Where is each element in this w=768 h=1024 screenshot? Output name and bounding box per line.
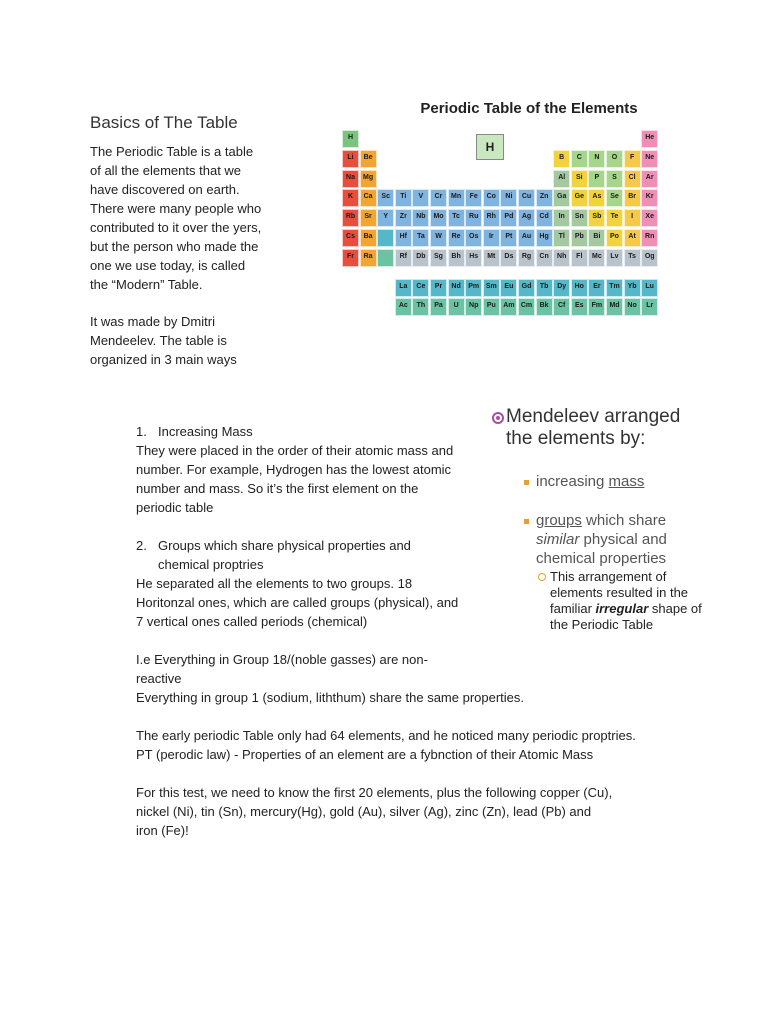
element-cell: C xyxy=(571,150,588,168)
mendeleev-slide-image xyxy=(498,398,748,648)
element-cell: Bk xyxy=(536,298,553,316)
element-cell: Tl xyxy=(553,229,570,247)
element-cell: Th xyxy=(412,298,429,316)
element-cell: Rh xyxy=(483,209,500,227)
element-cell: Rn xyxy=(641,229,658,247)
text-line: reactive xyxy=(136,671,182,686)
element-cell: Se xyxy=(606,189,623,207)
element-cell: Tm xyxy=(606,279,623,297)
element-cell: Dy xyxy=(553,279,570,297)
element-cell: Pd xyxy=(500,209,517,227)
element-cell: Ds xyxy=(500,249,517,267)
text-line: iron (Fe)! xyxy=(136,823,189,838)
element-cell: Sc xyxy=(377,189,394,207)
element-cell: Si xyxy=(571,170,588,188)
element-cell: Cn xyxy=(536,249,553,267)
element-cell: Ce xyxy=(412,279,429,297)
text-line: PT (perodic law) - Properties of an element are a fybnction of their Atomic Mass xyxy=(136,747,594,762)
element-cell: H xyxy=(342,130,359,148)
text-line: one we use today, is called xyxy=(90,258,246,273)
element-cell: W xyxy=(430,229,447,247)
text-line: I.e Everything in Group 18/(noble gasses) are non- xyxy=(136,652,428,667)
element-cell: Ag xyxy=(518,209,535,227)
list-title: Groups which share physical properties and xyxy=(158,538,411,553)
element-cell: Re xyxy=(448,229,465,247)
intro-paragraph-2 xyxy=(90,312,280,369)
element-cell: Au xyxy=(518,229,535,247)
element-cell: Cm xyxy=(518,298,535,316)
text-line: have discovered on earth. xyxy=(90,182,240,197)
intro-paragraph xyxy=(90,142,280,294)
element-cell: Pm xyxy=(465,279,482,297)
element-cell: Be xyxy=(360,150,377,168)
element-cell: Ni xyxy=(500,189,517,207)
element-cell: Mg xyxy=(360,170,377,188)
element-cell: Ga xyxy=(553,189,570,207)
element-cell: At xyxy=(624,229,641,247)
element-cell: Lu xyxy=(641,279,658,297)
element-cell: S xyxy=(606,170,623,188)
slide-bullet-2: groups which share similar physical and chemical properties xyxy=(536,512,667,567)
element-cell: Tb xyxy=(536,279,553,297)
list-number: 2. xyxy=(136,538,147,553)
element-cell: Fr xyxy=(342,249,359,267)
element-cell: B xyxy=(553,150,570,168)
element-cell: Os xyxy=(465,229,482,247)
element-cell: P xyxy=(588,170,605,188)
element-cell: La xyxy=(395,279,412,297)
element-cell: In xyxy=(553,209,570,227)
element-cell: Na xyxy=(342,170,359,188)
element-cell: Hg xyxy=(536,229,553,247)
element-cell: V xyxy=(412,189,429,207)
element-cell: Bh xyxy=(448,249,465,267)
element-cell: Ho xyxy=(571,279,588,297)
text-line: nickel (Ni), tin (Sn), mercury(Hg), gold (Au), silver (Ag), zinc (Zn), lead (Pb) and xyxy=(136,804,592,819)
element-cell: Cd xyxy=(536,209,553,227)
element-cell: Sm xyxy=(483,279,500,297)
element-cell: Cl xyxy=(624,170,641,188)
element-cell: Cu xyxy=(518,189,535,207)
text-line: number. For example, Hydrogen has the lowest atomic xyxy=(136,462,452,477)
element-cell: Rf xyxy=(395,249,412,267)
element-cell xyxy=(377,229,394,247)
element-cell: Np xyxy=(465,298,482,316)
element-cell: Nh xyxy=(553,249,570,267)
text-line: The early periodic Table only had 64 elements, and he noticed many periodic proptries. xyxy=(136,728,636,743)
element-cell: Ta xyxy=(412,229,429,247)
text-line: the “Modern” Table. xyxy=(90,277,203,292)
element-cell: K xyxy=(342,189,359,207)
text-line: of all the elements that we xyxy=(90,163,242,178)
element-cell: Ar xyxy=(641,170,658,188)
text-line: There were many people who xyxy=(90,201,262,216)
text-line: but the person who made the xyxy=(90,239,259,254)
element-cell: O xyxy=(606,150,623,168)
slide-heading: Mendeleev arranged the elements by: xyxy=(506,406,681,449)
element-cell: Hf xyxy=(395,229,412,247)
text-line: contributed to it over the yers, xyxy=(90,220,262,235)
element-cell: Y xyxy=(377,209,394,227)
element-cell: Cr xyxy=(430,189,447,207)
element-cell: Pa xyxy=(430,298,447,316)
text-line: Mendeelev. The table is xyxy=(90,333,227,348)
element-cell: Kr xyxy=(641,189,658,207)
element-cell: Mt xyxy=(483,249,500,267)
text-line: periodic table xyxy=(136,500,214,515)
element-cell: Zn xyxy=(536,189,553,207)
legend-key-cell: H xyxy=(476,134,504,160)
square-bullet-icon xyxy=(524,519,529,524)
text-line: They were placed in the order of their atomic mass and xyxy=(136,443,454,458)
element-cell: Hs xyxy=(465,249,482,267)
element-cell: Sn xyxy=(571,209,588,227)
list-number: 1. xyxy=(136,424,147,439)
element-cell: Fl xyxy=(571,249,588,267)
text-line: He separated all the elements to two groups. 18 xyxy=(136,576,413,591)
element-cell: U xyxy=(448,298,465,316)
element-cell: Am xyxy=(500,298,517,316)
element-cell: Ru xyxy=(465,209,482,227)
element-cell: Co xyxy=(483,189,500,207)
element-cell: Nb xyxy=(412,209,429,227)
element-cell: Sb xyxy=(588,209,605,227)
element-cell: Fe xyxy=(465,189,482,207)
element-cell xyxy=(377,249,394,267)
element-cell: Ba xyxy=(360,229,377,247)
element-cell: Ac xyxy=(395,298,412,316)
element-cell: Er xyxy=(588,279,605,297)
element-cell: Pr xyxy=(430,279,447,297)
text-line: 7 vertical ones called periods (chemical) xyxy=(136,614,368,629)
text-line: The Periodic Table is a table xyxy=(90,144,254,159)
element-cell: Br xyxy=(624,189,641,207)
element-cell: Xe xyxy=(641,209,658,227)
element-cell: Ne xyxy=(641,150,658,168)
section-heading: Basics of The Table xyxy=(90,113,238,132)
element-cell: Mc xyxy=(588,249,605,267)
element-cell: Po xyxy=(606,229,623,247)
element-cell: Pu xyxy=(483,298,500,316)
slide-sub-bullet: This arrangement of elements resulted in the familiar irregular shape of the Periodic Table xyxy=(550,569,702,632)
element-cell: F xyxy=(624,150,641,168)
list-title: Increasing Mass xyxy=(158,424,253,439)
element-cell: Mn xyxy=(448,189,465,207)
element-cell: Zr xyxy=(395,209,412,227)
element-cell: Al xyxy=(553,170,570,188)
element-cell: Fm xyxy=(588,298,605,316)
element-cell: Sg xyxy=(430,249,447,267)
target-bullet-icon xyxy=(492,412,504,424)
element-cell: Te xyxy=(606,209,623,227)
slide-bullet-1: increasing mass xyxy=(536,473,645,490)
element-cell: Cs xyxy=(342,229,359,247)
element-cell: Cf xyxy=(553,298,570,316)
element-cell: Rb xyxy=(342,209,359,227)
element-cell: Ca xyxy=(360,189,377,207)
text-line: organized in 3 main ways xyxy=(90,352,237,367)
element-cell: No xyxy=(624,298,641,316)
element-cell: Db xyxy=(412,249,429,267)
text-line: Everything in group 1 (sodium, liththum) share the same properties. xyxy=(136,690,525,705)
text-line: For this test, we need to know the first 20 elements, plus the following copper (Cu), xyxy=(136,785,613,800)
element-cell: He xyxy=(641,130,658,148)
element-cell: Og xyxy=(641,249,658,267)
element-cell: Pb xyxy=(571,229,588,247)
element-cell: I xyxy=(624,209,641,227)
text-line: number and mass. So it’s the first element on the xyxy=(136,481,419,496)
element-cell: Ts xyxy=(624,249,641,267)
element-cell: Eu xyxy=(500,279,517,297)
element-cell: Ti xyxy=(395,189,412,207)
element-cell: Ra xyxy=(360,249,377,267)
text-line: Horitonzal ones, which are called groups (physical), and xyxy=(136,595,459,610)
circle-bullet-icon xyxy=(538,573,546,581)
periodic-table-title: Periodic Table of the Elements xyxy=(420,100,638,117)
element-cell: As xyxy=(588,189,605,207)
element-cell: Gd xyxy=(518,279,535,297)
square-bullet-icon xyxy=(524,480,529,485)
element-cell: Bi xyxy=(588,229,605,247)
element-cell: Ir xyxy=(483,229,500,247)
text-line: It was made by Dmitri xyxy=(90,314,215,329)
element-cell: Lr xyxy=(641,298,658,316)
text-line: chemical proptries xyxy=(158,557,264,572)
element-cell: Es xyxy=(571,298,588,316)
element-cell: Ge xyxy=(571,189,588,207)
element-cell: Nd xyxy=(448,279,465,297)
element-cell: Md xyxy=(606,298,623,316)
element-cell: Yb xyxy=(624,279,641,297)
element-cell: Lv xyxy=(606,249,623,267)
element-cell: Sr xyxy=(360,209,377,227)
element-cell: Rg xyxy=(518,249,535,267)
element-cell: Tc xyxy=(448,209,465,227)
element-cell: N xyxy=(588,150,605,168)
element-cell: Mo xyxy=(430,209,447,227)
element-cell: Li xyxy=(342,150,359,168)
periodic-table-image xyxy=(290,92,768,344)
element-cell: Pt xyxy=(500,229,517,247)
